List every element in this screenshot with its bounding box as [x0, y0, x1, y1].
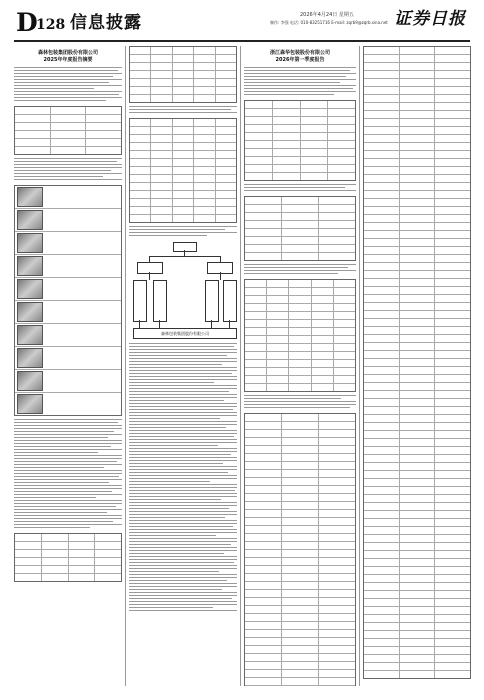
masthead	[0, 0, 484, 42]
left-financial-table	[14, 533, 122, 582]
column-middle-report	[244, 46, 356, 686]
product-photo	[17, 325, 43, 345]
contact-info: 制作: 李强 电话: 010-83251716 E-mail: zqrb9@zqrb.sina.net	[270, 20, 388, 25]
diagram-shareholder-box	[133, 280, 147, 322]
product-photo	[17, 256, 43, 276]
product-photo	[17, 348, 43, 368]
page-number: 128	[36, 17, 66, 33]
middle-key-financials-table	[244, 100, 356, 181]
product-photo	[17, 371, 43, 391]
diagram-company-box	[133, 328, 237, 339]
shareholder-table	[129, 46, 237, 103]
diagram-shareholder-box	[223, 280, 237, 322]
column-divider	[359, 46, 360, 686]
section-letter: D	[16, 8, 38, 37]
middle-company-name: 浙江森华包装股份有限公司	[269, 50, 330, 56]
column-left-report-continued	[129, 46, 237, 686]
column-divider	[125, 46, 126, 686]
section-title: 信息披露	[70, 13, 142, 33]
newspaper-logo: 证券日报	[394, 9, 466, 29]
diagram-holder-box	[137, 262, 163, 274]
top-ten-holders-table	[129, 118, 237, 223]
product-photo	[17, 233, 43, 253]
product-photo	[17, 394, 43, 414]
middle-nonrecurring-table	[244, 196, 356, 261]
middle-report-title: 2026年第一季度报告	[275, 57, 325, 63]
issue-date: 2026年4月24日 星期五	[300, 12, 354, 18]
product-photo	[17, 187, 43, 207]
middle-shareholders-table	[244, 279, 356, 392]
diagram-shareholder-box	[153, 280, 167, 322]
right-statement-table	[363, 46, 471, 679]
column-right-financial-statements	[363, 46, 471, 686]
product-photo	[17, 210, 43, 230]
left-basic-info-table	[14, 106, 122, 155]
column-divider	[240, 46, 241, 686]
ownership-structure-diagram	[129, 240, 237, 340]
masthead-rule	[14, 40, 470, 42]
left-report-title: 2025年年度报告摘要	[43, 57, 93, 63]
product-photo	[17, 279, 43, 299]
diagram-company-label: 森林包装集团股份有限公司	[161, 331, 209, 336]
left-product-image-table	[14, 185, 122, 416]
diagram-top-box	[173, 242, 197, 252]
middle-balance-sheet-table	[244, 413, 356, 686]
column-left-report	[14, 46, 122, 686]
diagram-shareholder-box	[205, 280, 219, 322]
product-photo	[17, 302, 43, 322]
left-company-name: 森林包装集团股份有限公司	[37, 50, 98, 56]
